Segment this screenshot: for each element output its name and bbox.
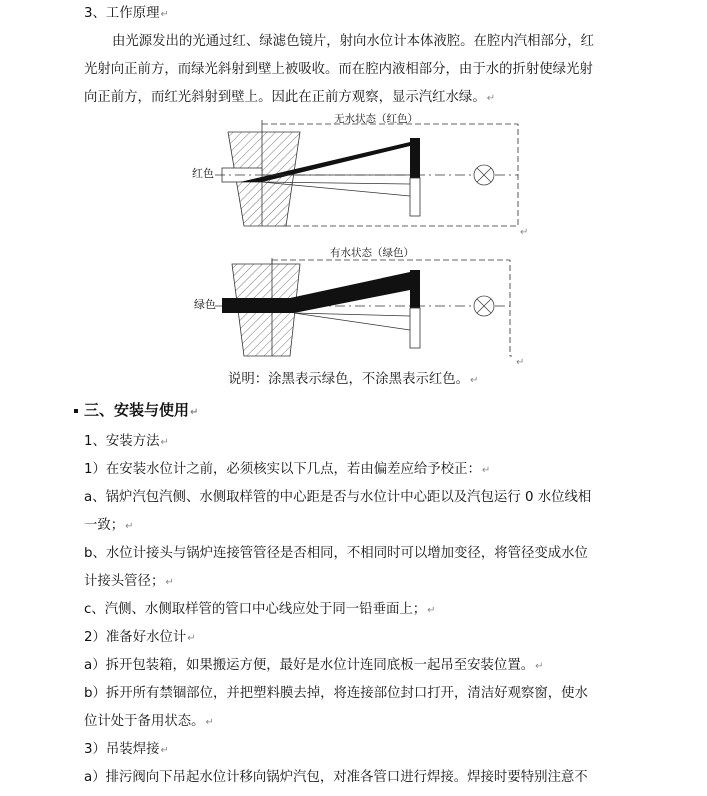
green-beam (290, 272, 410, 313)
install-line: 位计处于备用状态。↵ (84, 714, 214, 729)
diagram-bottom-title: 有水状态（绿色） (330, 247, 414, 259)
bullet-icon (74, 409, 78, 413)
para-line: 光射向正前方，而绿光斜射到壁上被吸收。而在腔内液相部分，由于水的折射使绿光射 (84, 62, 593, 77)
para-line: 由光源发出的光通过红、绿滤色镜片，射向水位计本体液腔。在腔内汽相部分，红 (112, 34, 595, 49)
section-3-heading: 3、工作原理↵ (84, 6, 169, 21)
install-line: 计接头管径；↵ (84, 574, 174, 589)
install-line: 1、安装方法↵ (84, 434, 169, 449)
window-upper (410, 138, 420, 178)
para-line: 向正前方，而红光斜射到壁上。因此在正前方观察，显示汽红水绿。↵ (84, 90, 496, 105)
install-line: 2）准备好水位计↵ (84, 630, 196, 645)
window-upper (410, 270, 420, 308)
diagram-caption: 说明：涂黑表示绿色，不涂黑表示红色。↵ (228, 372, 479, 387)
window-lower (410, 308, 420, 348)
paragraph-mark: ↵ (520, 227, 529, 238)
install-line: a）拆开包装箱，如果搬运方便，最好是水位计连同底板一起吊至安装位置。↵ (84, 658, 544, 673)
window-lower (410, 178, 420, 216)
diagram-bottom-label: 绿色 (194, 298, 216, 311)
install-line: b）拆开所有禁锢部位，并把塑料膜去掉，将连接部位封口打开，清洁好观察窗，使水 (84, 686, 588, 701)
green-inlet (222, 298, 294, 313)
diagram-top-label: 红色 (192, 167, 214, 180)
install-line: 1）在安装水位计之前，必须核实以下几点，若由偏差应给予校正：↵ (84, 462, 491, 477)
paragraph-mark: ↵ (516, 357, 525, 368)
install-line: 一致；↵ (84, 518, 134, 533)
diagram-with-water (215, 258, 512, 356)
section-install-heading: 三、安装与使用↵ (74, 399, 198, 420)
install-line: 3）吊装焊接↵ (84, 742, 169, 757)
install-line: a、锅炉汽包汽侧、水侧取样管的中心距是否与水位计中心距以及汽包运行 0 水位线相 (84, 490, 592, 505)
install-line: a）排污阀向下吊起水位计移向锅炉汽包，对准各管口进行焊接。焊接时要特别注意不 (84, 770, 588, 785)
diagram-top-title: 无水状态（红色） (334, 113, 418, 125)
install-line: b、水位计接头与锅炉连接管管径是否相同，不相同时可以增加变径，将管径变成水位 (84, 546, 588, 561)
diagram-no-water (215, 120, 518, 226)
install-line: c、汽侧、水侧取样管的管口中心线应处于同一铅垂面上；↵ (84, 602, 436, 617)
